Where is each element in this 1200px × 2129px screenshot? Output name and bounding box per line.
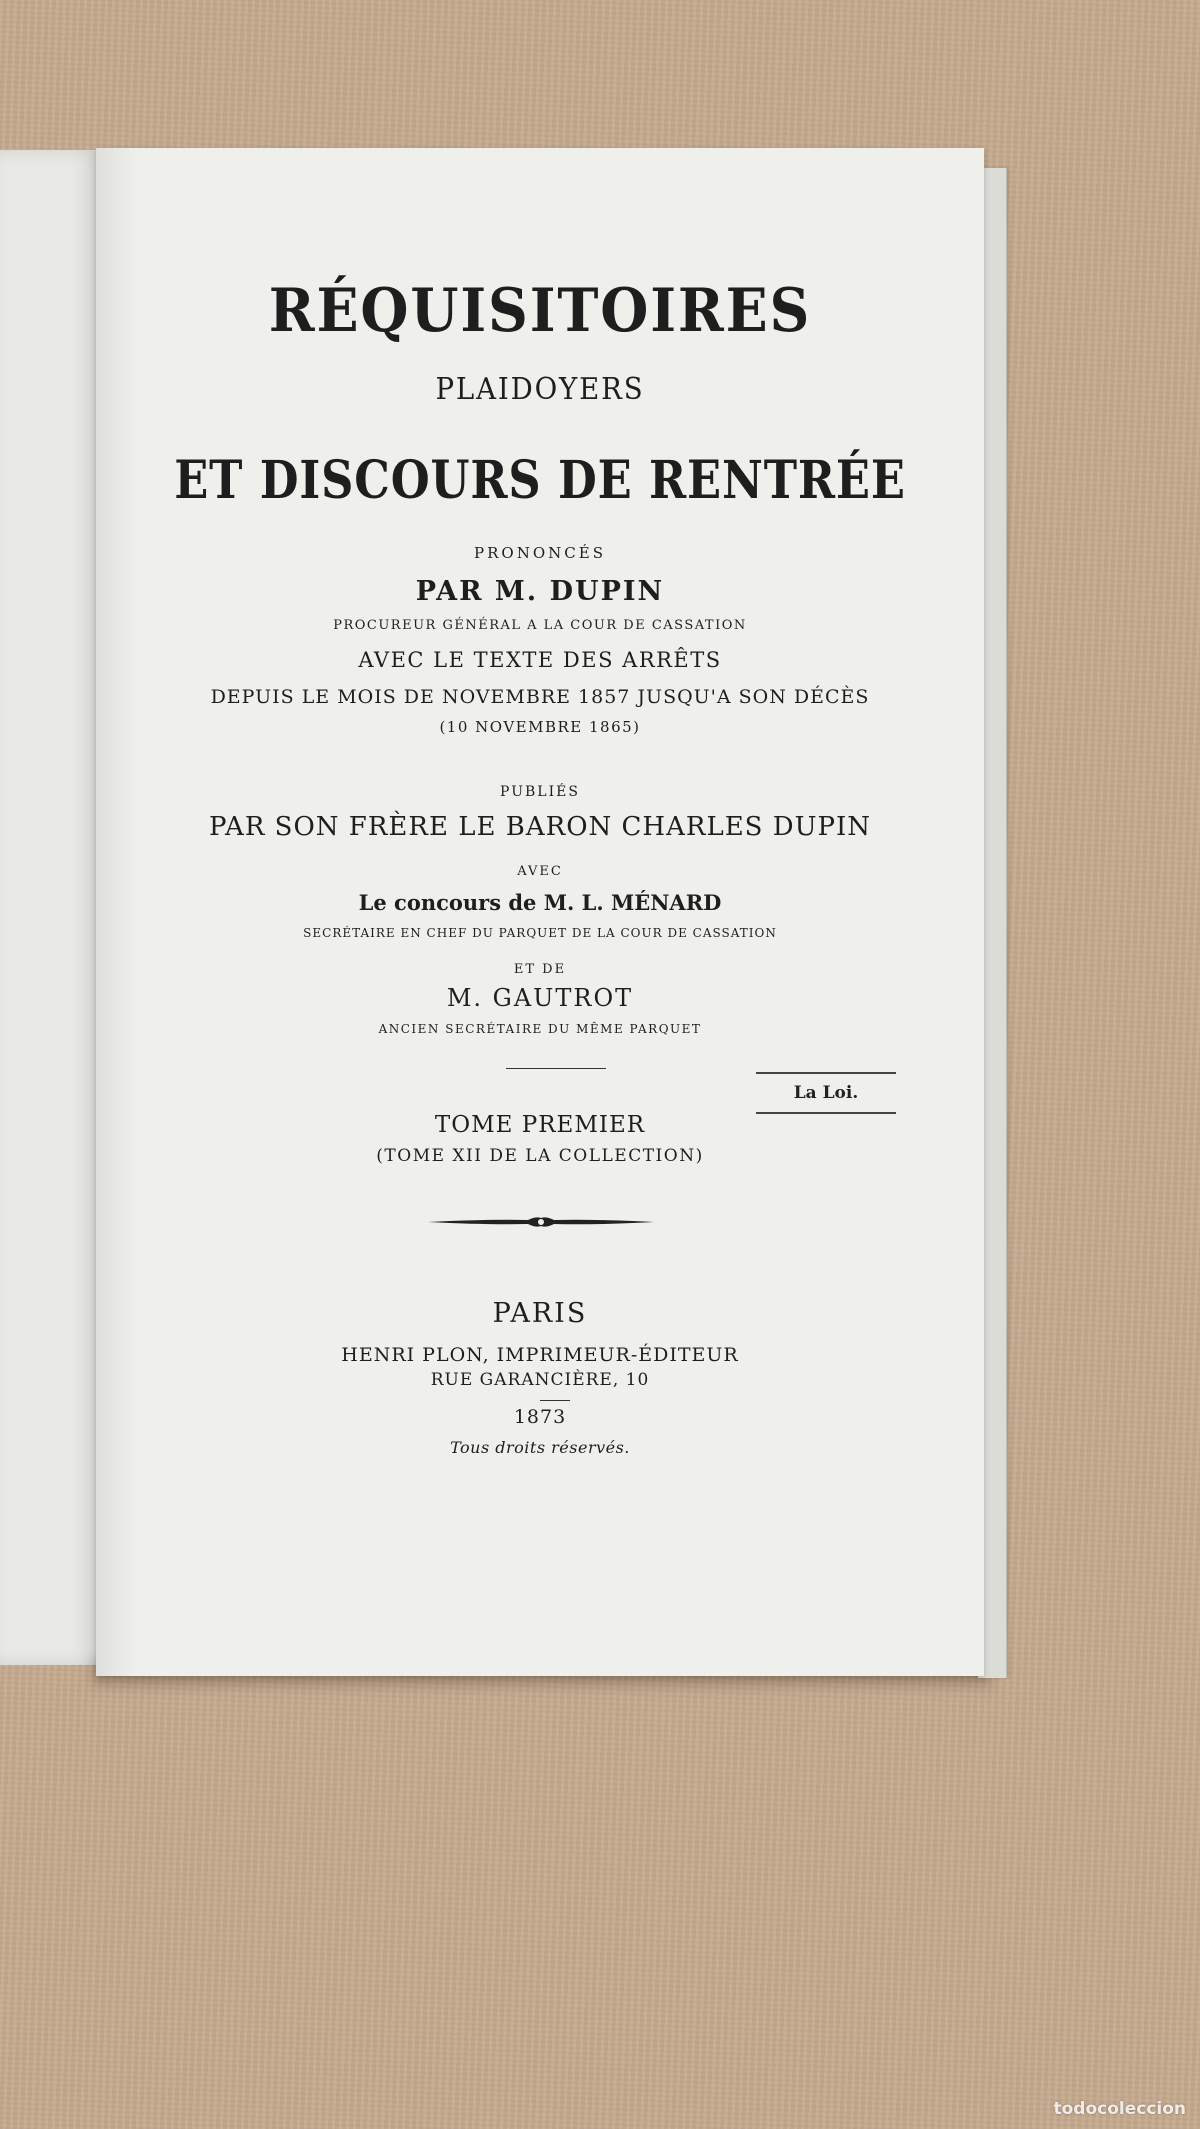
tome-line: TOME PREMIER <box>434 1112 646 1138</box>
title-page <box>96 148 984 1676</box>
left-page <box>0 150 99 1665</box>
watermark-logo: todocoleccion <box>1053 2099 1186 2119</box>
title-second: PLAIDOYERS <box>435 372 645 407</box>
secretaire-line: SECRÉTAIRE EN CHEF DU PARQUET DE LA COUR DE CASSATION <box>303 926 777 940</box>
divider-rule <box>506 1068 606 1069</box>
author-line: PAR M. DUPIN <box>415 576 665 607</box>
prononces-label: PRONONCÉS <box>474 544 606 562</box>
publies-label: PUBLIÉS <box>500 784 580 800</box>
concours-line: Le concours de M. L. MÉNARD <box>358 890 722 915</box>
year-line: 1873 <box>513 1406 567 1428</box>
gautrot-line: M. GAUTROT <box>446 984 634 1012</box>
ancien-line: ANCIEN SECRÉTAIRE DU MÊME PARQUET <box>378 1022 702 1036</box>
rights-line: Tous droits réservés. <box>450 1438 630 1457</box>
death-date: (10 NOVEMBRE 1865) <box>439 718 641 736</box>
ornament-divider-icon <box>428 1214 654 1230</box>
city-line: PARIS <box>492 1298 588 1329</box>
avec-label: AVEC <box>517 864 563 879</box>
address-line: RUE GARANCIÈRE, 10 <box>430 1370 650 1390</box>
title-third: ET DISCOURS DE RENTRÉE <box>174 450 906 511</box>
publisher-brother: PAR SON FRÈRE LE BARON CHARLES DUPIN <box>208 812 872 842</box>
depuis-line: DEPUIS LE MOIS DE NOVEMBRE 1857 JUSQU'A SON DÉCÈS <box>210 686 870 708</box>
avec-texte-line: AVEC LE TEXTE DES ARRÊTS <box>358 648 722 672</box>
tome-collection-line: (TOME XII DE LA COLLECTION) <box>376 1146 704 1166</box>
small-rule <box>540 1400 570 1401</box>
title-main: RÉQUISITOIRES <box>268 276 812 346</box>
author-role: PROCUREUR GÉNÉRAL A LA COUR DE CASSATION <box>333 618 747 633</box>
printer-line: HENRI PLON, IMPRIMEUR-ÉDITEUR <box>341 1344 739 1366</box>
la-loi-stamp: La Loi. <box>756 1072 896 1114</box>
et-de-label: ET DE <box>513 962 567 977</box>
